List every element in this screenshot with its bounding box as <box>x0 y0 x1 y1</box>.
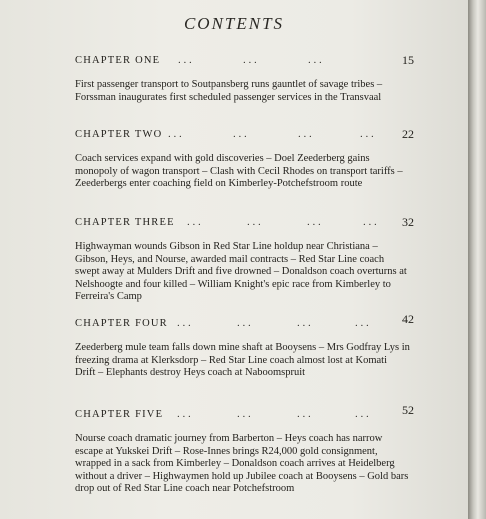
page-title: CONTENTS <box>183 14 285 33</box>
leader-dots: . . . <box>355 408 369 420</box>
chapter-entry-one <box>75 53 414 104</box>
leader-dots: . . . <box>243 54 257 66</box>
leader-dots: . . . <box>233 128 247 140</box>
leader-dots: . . . <box>298 128 312 140</box>
chapter-description: Highwayman wounds Gibson in Red Star Line holdup near Christiana – Gibson, Heys, and Nourse, awarded mail contracts – Red Star Line coach swept away at Mulders Drift and five drowned – Donaldson coach overturns at Nelshoogte and four killed – William Knight's epic race from Kimberley to Ferreira's Camp <box>75 241 407 302</box>
leader-dots: . . . <box>307 216 321 228</box>
leader-dots: . . . <box>177 408 191 420</box>
leader-dots: . . . <box>297 408 311 420</box>
chapter-label: CHAPTER THREE <box>75 217 175 228</box>
leader-dots: . . . <box>297 317 311 329</box>
book-gutter <box>468 0 486 519</box>
chapter-heading <box>75 403 414 425</box>
leader-dots: . . . <box>363 216 377 228</box>
chapter-description: Nourse coach dramatic journey from Barberton – Heys coach has narrow escape at Yukskei Drift – Rose-Innes brings R24,000 gold consignment, wrapped in a sack from Kimberley – Donaldson coach arrives at Heidelberg without a driver – Highwaymen hold up Jubilee coach at Booysens – Gold bars drop out of Red Star Line coach near Potchefstroom <box>75 433 409 494</box>
chapter-entry-three <box>75 215 414 304</box>
chapter-page-number: 15 <box>402 53 414 67</box>
chapter-heading <box>75 53 414 71</box>
leader-dots: . . . <box>355 317 369 329</box>
chapter-description: Zeederberg mule team falls down mine shaft at Booysens – Mrs Godfray Lys in freezing drama at Klerksdorp – Red Star Line coach almost lost at Komati Drift – Elephants destroy Heys coach at Naboomspruit <box>75 342 410 378</box>
chapter-label: CHAPTER FIVE <box>75 409 164 420</box>
chapter-label: CHAPTER TWO <box>75 129 163 140</box>
leader-dots: . . . <box>237 317 251 329</box>
chapter-entry-five <box>75 403 414 496</box>
leader-dots: . . . <box>360 128 374 140</box>
leader-dots: . . . <box>187 216 201 228</box>
chapter-page-number: 52 <box>402 403 414 417</box>
chapter-label: CHAPTER FOUR <box>75 318 168 329</box>
chapter-heading <box>75 215 414 233</box>
leader-dots: . . . <box>237 408 251 420</box>
leader-dots: . . . <box>247 216 261 228</box>
chapter-page-number: 42 <box>402 312 414 326</box>
chapter-description: First passenger transport to Soutpansberg runs gauntlet of savage tribes – Forssman inaugurates first scheduled passenger services in the Transvaal <box>75 79 383 103</box>
leader-dots: . . . <box>168 128 182 140</box>
chapter-heading <box>75 127 414 145</box>
chapter-description: Coach services expand with gold discoveries – Doel Zeederberg gains monopoly of wagon transport – Clash with Cecil Rhodes on transport tariffs – Zeederbergs enter coaching field on Kimberley-Potchefstroom route <box>75 153 403 189</box>
chapter-entry-four <box>75 312 414 380</box>
chapter-page-number: 22 <box>402 127 414 141</box>
leader-dots: . . . <box>308 54 322 66</box>
chapter-page-number: 32 <box>402 215 414 229</box>
leader-dots: . . . <box>177 317 191 329</box>
chapter-label: CHAPTER ONE <box>75 55 161 66</box>
chapter-entry-two <box>75 127 414 191</box>
leader-dots: . . . <box>178 54 192 66</box>
chapter-heading <box>75 312 414 334</box>
